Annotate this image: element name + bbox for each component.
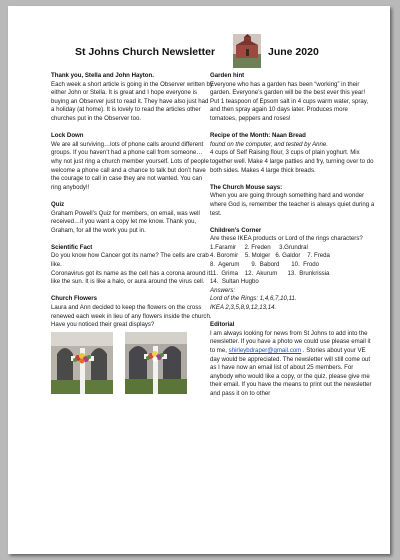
left-column [51,72,213,404]
newsletter-title: St Johns Church Newsletter [75,46,216,58]
recipe-section [210,132,376,175]
editorial-text [210,330,376,399]
editorial-text-1: I am always looking for news from St Johns to add into the newsletter. If you have a photo we could use please email it to me, [210,329,371,354]
flower-cross-photo-2 [125,332,187,394]
quiz-row: 11. Grima 12. Akurum 13. Brunkrissia [210,269,330,277]
lockdown-heading: Lock Down [51,132,84,140]
right-column [210,72,376,407]
newsletter-header [8,42,390,64]
quiz-text: Graham Powell’s Quiz for members, on email, was well received…if you want a copy let me know. Thank you, Graham, for all the work you put in. [51,209,200,234]
mouse-heading: The Church Mouse says: [210,183,283,191]
thanks-section [51,72,213,124]
flower-photos [51,332,213,396]
recipe-heading: Recipe of the Month: Naan Bread [210,132,306,140]
editorial-text-2: . Stories about your VE day would be appreciated. The newsletter will still come out as I have now an email list of about 25 members. For anybody who would like a copy, or the quiz, please give me their email. If you have the means to print out the newsletter and pass it on to other [210,347,372,397]
mouse-section [210,184,376,218]
answers-label: Answers: [210,286,236,294]
garden-text-2: Put 1 teaspoon of Epsom salt in 4 cups warm water, spray, and then spray again 10 days later. Produces more tomatoes, peppers and roses! [210,97,369,122]
editorial-heading: Editorial [210,321,235,329]
garden-section [210,72,376,124]
quiz-row: 8. Agerum 9. Babord 10. Frodo [210,261,320,269]
quiz-row: 14. Sultan Hugbo [210,278,259,286]
children-corner-intro: Are these IKEA products or Lord of the rings characters? [210,235,363,243]
flowers-section [51,295,213,395]
mouse-text: When you are going through something hard and wonder where God is, remember the teacher is always quiet during a test. [210,192,375,217]
flowers-heading: Church Flowers [51,295,98,303]
flowers-text: Laura and Ann decided to keep the flowers on the cross renewed each week in lieu of any flowers inside the church. Have you noticed their great displays? [51,304,212,329]
quiz-section [51,201,213,235]
thanks-heading: Thank you, Stella and John Hayton. [51,72,154,79]
quiz-row: 1.Faramir 2. Freden 3.Grundral [210,243,308,251]
quiz-row: 4. Boromir 5. Molger 6. Galdor 7. Freda [210,252,330,260]
fact-text-1: Do you know how Cancer got its name? The cells are crab like. [51,252,209,269]
flower-cross-photo-1 [51,332,113,394]
thanks-text: Each week a short article is going in the Observer written by either John or Stella. It is great and I hope everyone is buying an Observer just to read it. They have also just had a holiday (at home). It is lovely to read the articles other churches put in the Observer too. [51,80,213,122]
fact-section [51,244,213,287]
answers-ikea: IKEA 2,3,5,8,9,12,13,14. [210,304,277,312]
answers-lotr: Lord of the Rings: 1,4,6,7,10,11. [210,295,297,303]
recipe-text: 4 cups of Self Raising flour, 3 cups of plain yoghurt. Mix together well. Make 4 large patties and fry, turning over to do both sides. Makes 4 large thick breads. [210,149,374,174]
quiz-heading: Quiz [51,200,65,208]
children-corner-section [210,227,376,313]
newsletter-page [8,6,390,554]
fact-text-2: Coronavirus got its name as the cell has a corona around it like the sun. It is like a halo, or aura around the virus cell. [51,269,211,286]
church-picture [233,34,261,68]
lockdown-text: We are all surviving…lots of phone calls around different groups. If you haven’t had a phone call from someone…why not just ring a church member yourself. Lots of people welcome a phone call and a chance to talk but don’t have the courage to call in case they are not wanted. You can ring anybody!! [51,140,209,191]
email-link[interactable]: shirleybdraper@gmail.com [228,347,302,354]
fact-heading: Scientific Fact [51,243,93,251]
garden-heading: Garden hint [210,72,245,79]
editorial-section [210,321,376,398]
garden-text-1: Everyone who has a garden has been “working” in their garden. Everyone’s garden will be the best ever this year! [210,80,366,97]
newsletter-date: June 2020 [268,46,319,58]
children-corner-heading: Children’s Corner [210,226,262,234]
recipe-credit: found on the computer, and tested by Anne. [210,140,329,148]
lockdown-section [51,132,213,192]
